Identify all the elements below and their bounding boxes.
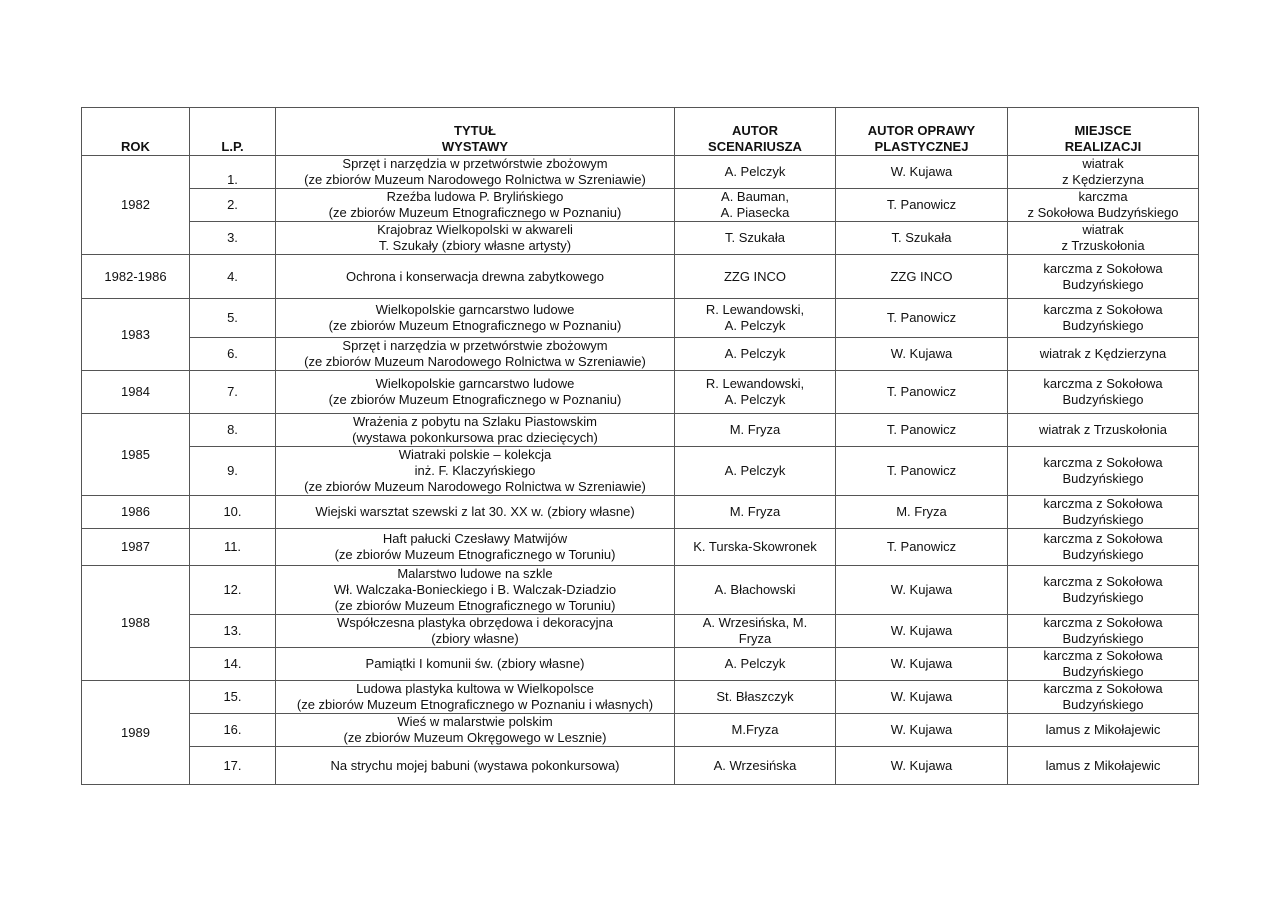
place-cell: wiatrak z Trzuskołonia bbox=[1008, 414, 1199, 447]
place-cell: wiatrak z Kędzierzyna bbox=[1008, 338, 1199, 371]
lp-cell: 15. bbox=[190, 681, 276, 714]
design-cell: W. Kujawa bbox=[836, 156, 1008, 189]
design-cell: T. Panowicz bbox=[836, 299, 1008, 338]
place-cell: karczma z Sokołowa Budzyńskiego bbox=[1008, 447, 1199, 496]
scenario-cell: St. Błaszczyk bbox=[675, 681, 836, 714]
design-cell: W. Kujawa bbox=[836, 714, 1008, 747]
place-cell: lamus z Mikołajewic bbox=[1008, 714, 1199, 747]
design-cell: ZZG INCO bbox=[836, 255, 1008, 299]
place-cell: karczma z Sokołowa Budzyńskiego bbox=[1008, 189, 1199, 222]
title-cell: Ochrona i konserwacja drewna zabytkowego bbox=[276, 255, 675, 299]
place-cell: karczma z Sokołowa Budzyńskiego bbox=[1008, 566, 1199, 615]
design-cell: T. Panowicz bbox=[836, 189, 1008, 222]
lp-cell: 4. bbox=[190, 255, 276, 299]
design-cell: W. Kujawa bbox=[836, 566, 1008, 615]
title-cell: Ludowa plastyka kultowa w Wielkopolsce (ze zbiorów Muzeum Etnograficznego w Poznaniu i własnych) bbox=[276, 681, 675, 714]
lp-cell: 2. bbox=[190, 189, 276, 222]
design-cell: T. Panowicz bbox=[836, 371, 1008, 414]
year-cell: 1982 bbox=[82, 156, 190, 255]
lp-cell: 6. bbox=[190, 338, 276, 371]
title-cell: Wiatraki polskie – kolekcja inż. F. Klaczyńskiego (ze zbiorów Muzeum Narodowego Rolnictwa w Szreniawie) bbox=[276, 447, 675, 496]
scenario-cell: R. Lewandowski, A. Pelczyk bbox=[675, 371, 836, 414]
header-tytul: TYTUŁ WYSTAWY bbox=[276, 108, 675, 156]
year-cell: 1986 bbox=[82, 496, 190, 529]
place-cell: karczma z Sokołowa Budzyńskiego bbox=[1008, 615, 1199, 648]
lp-cell: 12. bbox=[190, 566, 276, 615]
title-cell: Wielkopolskie garncarstwo ludowe (ze zbiorów Muzeum Etnograficznego w Poznaniu) bbox=[276, 371, 675, 414]
lp-cell: 14. bbox=[190, 648, 276, 681]
table-row bbox=[82, 496, 1199, 529]
title-cell: Wrażenia z pobytu na Szlaku Piastowskim (wystawa pokonkursowa prac dziecięcych) bbox=[276, 414, 675, 447]
design-cell: T. Panowicz bbox=[836, 414, 1008, 447]
lp-cell: 17. bbox=[190, 747, 276, 785]
scenario-cell: A. Pelczyk bbox=[675, 648, 836, 681]
table-row bbox=[82, 222, 1199, 255]
table-row bbox=[82, 714, 1199, 747]
lp-cell: 13. bbox=[190, 615, 276, 648]
scenario-cell: R. Lewandowski, A. Pelczyk bbox=[675, 299, 836, 338]
lp-cell: 1. bbox=[190, 156, 276, 189]
lp-cell: 11. bbox=[190, 529, 276, 566]
lp-cell: 3. bbox=[190, 222, 276, 255]
lp-cell: 8. bbox=[190, 414, 276, 447]
year-cell: 1989 bbox=[82, 681, 190, 785]
place-cell: karczma z Sokołowa Budzyńskiego bbox=[1008, 299, 1199, 338]
scenario-cell: A. Błachowski bbox=[675, 566, 836, 615]
table-row bbox=[82, 648, 1199, 681]
table-row bbox=[82, 747, 1199, 785]
scenario-cell: A. Bauman, A. Piasecka bbox=[675, 189, 836, 222]
place-cell: karczma z Sokołowa Budzyńskiego bbox=[1008, 255, 1199, 299]
scenario-cell: A. Wrzesińska, M. Fryza bbox=[675, 615, 836, 648]
year-cell: 1988 bbox=[82, 566, 190, 681]
header-rok: ROK bbox=[82, 108, 190, 156]
design-cell: W. Kujawa bbox=[836, 615, 1008, 648]
title-cell: Wielkopolskie garncarstwo ludowe (ze zbiorów Muzeum Etnograficznego w Poznaniu) bbox=[276, 299, 675, 338]
lp-cell: 5. bbox=[190, 299, 276, 338]
design-cell: W. Kujawa bbox=[836, 681, 1008, 714]
table-row bbox=[82, 189, 1199, 222]
table-row bbox=[82, 299, 1199, 338]
year-cell: 1987 bbox=[82, 529, 190, 566]
place-cell: karczma z Sokołowa Budzyńskiego bbox=[1008, 371, 1199, 414]
year-cell: 1984 bbox=[82, 371, 190, 414]
title-cell: Na strychu mojej babuni (wystawa pokonkursowa) bbox=[276, 747, 675, 785]
table-row bbox=[82, 156, 1199, 189]
header-autor-scenariusza: AUTOR SCENARIUSZA bbox=[675, 108, 836, 156]
table-row bbox=[82, 529, 1199, 566]
design-cell: T. Szukała bbox=[836, 222, 1008, 255]
title-cell: Malarstwo ludowe na szkle Wł. Walczaka-Bonieckiego i B. Walczak-Dziadzio (ze zbiorów Muzeum Etnograficznego w Toruniu) bbox=[276, 566, 675, 615]
header-row bbox=[82, 108, 1199, 156]
scenario-cell: A. Pelczyk bbox=[675, 447, 836, 496]
design-cell: W. Kujawa bbox=[836, 338, 1008, 371]
title-cell: Haft pałucki Czesławy Matwijów (ze zbiorów Muzeum Etnograficznego w Toruniu) bbox=[276, 529, 675, 566]
table-row bbox=[82, 681, 1199, 714]
scenario-cell: A. Wrzesińska bbox=[675, 747, 836, 785]
place-cell: karczma z Sokołowa Budzyńskiego bbox=[1008, 496, 1199, 529]
scenario-cell: M. Fryza bbox=[675, 414, 836, 447]
place-cell: karczma z Sokołowa Budzyńskiego bbox=[1008, 648, 1199, 681]
header-lp: L.P. bbox=[190, 108, 276, 156]
scenario-cell: A. Pelczyk bbox=[675, 156, 836, 189]
table-row bbox=[82, 447, 1199, 496]
design-cell: W. Kujawa bbox=[836, 648, 1008, 681]
design-cell: T. Panowicz bbox=[836, 447, 1008, 496]
place-cell: lamus z Mikołajewic bbox=[1008, 747, 1199, 785]
place-cell: karczma z Sokołowa Budzyńskiego bbox=[1008, 681, 1199, 714]
design-cell: M. Fryza bbox=[836, 496, 1008, 529]
header-miejsce: MIEJSCE REALIZACJI bbox=[1008, 108, 1199, 156]
table-row bbox=[82, 615, 1199, 648]
design-cell: W. Kujawa bbox=[836, 747, 1008, 785]
title-cell: Rzeźba ludowa P. Brylińskiego (ze zbiorów Muzeum Etnograficznego w Poznaniu) bbox=[276, 189, 675, 222]
header-autor-oprawy: AUTOR OPRAWY PLASTYCZNEJ bbox=[836, 108, 1008, 156]
title-cell: Pamiątki I komunii św. (zbiory własne) bbox=[276, 648, 675, 681]
title-cell: Krajobraz Wielkopolski w akwareli T. Szukały (zbiory własne artysty) bbox=[276, 222, 675, 255]
title-cell: Sprzęt i narzędzia w przetwórstwie zbożowym (ze zbiorów Muzeum Narodowego Rolnictwa w Szreniawie) bbox=[276, 338, 675, 371]
scenario-cell: T. Szukała bbox=[675, 222, 836, 255]
year-cell: 1983 bbox=[82, 299, 190, 371]
lp-cell: 16. bbox=[190, 714, 276, 747]
title-cell: Wiejski warsztat szewski z lat 30. XX w. (zbiory własne) bbox=[276, 496, 675, 529]
year-cell: 1985 bbox=[82, 414, 190, 496]
year-cell: 1982-1986 bbox=[82, 255, 190, 299]
table-row bbox=[82, 414, 1199, 447]
design-cell: T. Panowicz bbox=[836, 529, 1008, 566]
place-cell: wiatrak z Trzuskołonia bbox=[1008, 222, 1199, 255]
lp-cell: 7. bbox=[190, 371, 276, 414]
lp-cell: 9. bbox=[190, 447, 276, 496]
exhibitions-table bbox=[81, 107, 1199, 785]
table-row bbox=[82, 338, 1199, 371]
scenario-cell: M. Fryza bbox=[675, 496, 836, 529]
scenario-cell: M.Fryza bbox=[675, 714, 836, 747]
table-row bbox=[82, 255, 1199, 299]
table-row bbox=[82, 566, 1199, 615]
table-row bbox=[82, 371, 1199, 414]
scenario-cell: K. Turska-Skowronek bbox=[675, 529, 836, 566]
title-cell: Współczesna plastyka obrzędowa i dekoracyjna (zbiory własne) bbox=[276, 615, 675, 648]
scenario-cell: ZZG INCO bbox=[675, 255, 836, 299]
place-cell: karczma z Sokołowa Budzyńskiego bbox=[1008, 529, 1199, 566]
title-cell: Sprzęt i narzędzia w przetwórstwie zbożowym (ze zbiorów Muzeum Narodowego Rolnictwa w Szreniawie) bbox=[276, 156, 675, 189]
title-cell: Wieś w malarstwie polskim (ze zbiorów Muzeum Okręgowego w Lesznie) bbox=[276, 714, 675, 747]
lp-cell: 10. bbox=[190, 496, 276, 529]
place-cell: wiatrak z Kędzierzyna bbox=[1008, 156, 1199, 189]
scenario-cell: A. Pelczyk bbox=[675, 338, 836, 371]
